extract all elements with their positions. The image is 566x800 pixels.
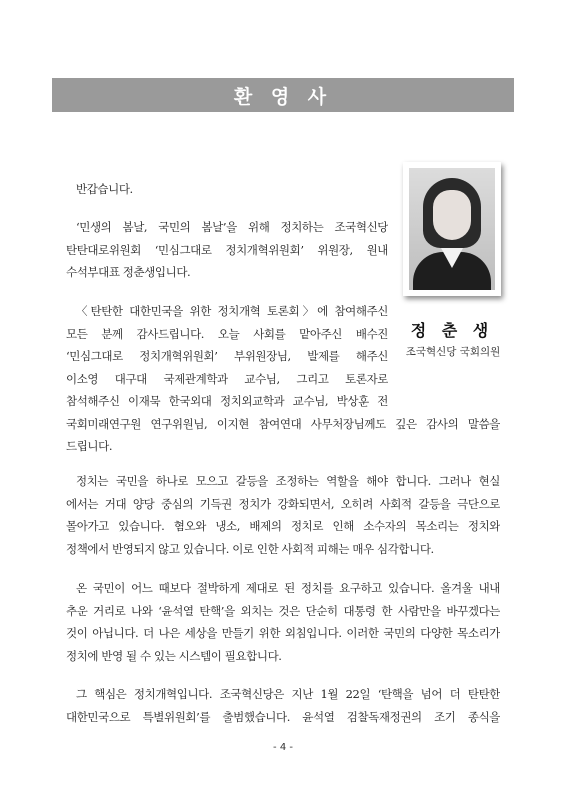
paragraph-citizens (66, 577, 500, 667)
text-line: 모든 분께 감사드립니다. 오늘 사회를 맡아주신 배수진 (66, 326, 388, 341)
text-line: 정치에 반영 될 수 있는 시스템이 필요합니다. (66, 648, 282, 663)
text-line: 참석해주신 이재묵 한국외대 정치외교학과 교수님, 박상훈 전 (66, 394, 388, 408)
text-line: 정치는 국민을 하나로 모으고 갈등을 조정하는 역할을 해야 합니다. 그러나 현실 (76, 474, 500, 488)
text-line: 몰아가고 있습니다. 혐오와 냉소, 배제의 정치로 인해 소수자의 목소리는 정치와 (66, 519, 500, 533)
text-line: ‘민심그대로 정치개혁위원회’ 부위원장님, 발제를 해주신 (66, 349, 388, 363)
text-line: 것이 아닙니다. 더 나은 세상을 만들기 위한 외침입니다. 이러한 국민의 다양한 목소리가 (66, 626, 500, 640)
text-line: 국회미래연구원 연구위원님, 이지현 참여연대 사무처장님께도 깊은 감사의 말씀을 (66, 416, 500, 431)
text-line: 탄탄대로위원회 ‘민심그대로 정치개혁위원회’ 위원장, 원내 (66, 242, 388, 257)
speaker-name: 정 춘 생 (410, 321, 494, 340)
text-line: 온 국민이 어느 때보다 절박하게 제대로 된 정치를 요구하고 있습니다. 올겨울 내내 (76, 581, 500, 595)
photo-face (433, 190, 471, 240)
speaker-photo-frame (403, 162, 501, 296)
text-line: 그 핵심은 정치개혁입니다. 조국혁신당은 지난 1월 22일 ‘탄핵을 넘어 더 탄탄한 (76, 687, 500, 701)
text-line: 수석부대표 정춘생입니다. (66, 265, 191, 279)
text-line: 드립니다. (66, 439, 113, 453)
text-line: 〈탄탄한 대한민국을 위한 정치개혁 토론회〉에 참여해주신 (76, 304, 388, 318)
title-bar (52, 78, 514, 112)
text-line: 정책에서 반영되지 않고 있습니다. 이로 인한 사회적 피해는 매우 심각합니다. (66, 541, 434, 556)
speaker-title: 조국혁신당 국회의원 (405, 346, 501, 358)
text-line: 이소영 대구대 국제관계학과 교수님, 그리고 토론자로 (66, 371, 388, 386)
text-line: 반갑습니다. (76, 182, 133, 196)
text-line: 추운 거리로 나와 ‘윤석열 탄핵’을 외치는 것은 단순히 대통령 한 사람만을 바꾸겠다는 (66, 603, 500, 618)
page-number: - 4 - (273, 742, 293, 753)
text-line: ‘민생의 봄날, 국민의 봄날’을 위해 정치하는 조국혁신당 (76, 220, 388, 234)
text-line: 에서는 거대 양당 중심의 기득권 정치가 강화되면서, 오히려 사회적 갈등을 극단으로 (66, 496, 500, 511)
text-line: 대한민국으로 특별위원회’를 출범했습니다. 윤석열 검찰독재정권의 조기 종식을 (66, 709, 500, 724)
paragraph-greeting (76, 178, 396, 201)
paragraph-intro (66, 216, 388, 284)
speaker-photo (409, 168, 495, 290)
page-title: 환 영 사 (233, 85, 333, 108)
paragraph-reform (66, 683, 500, 728)
paragraph-politics (66, 470, 500, 560)
